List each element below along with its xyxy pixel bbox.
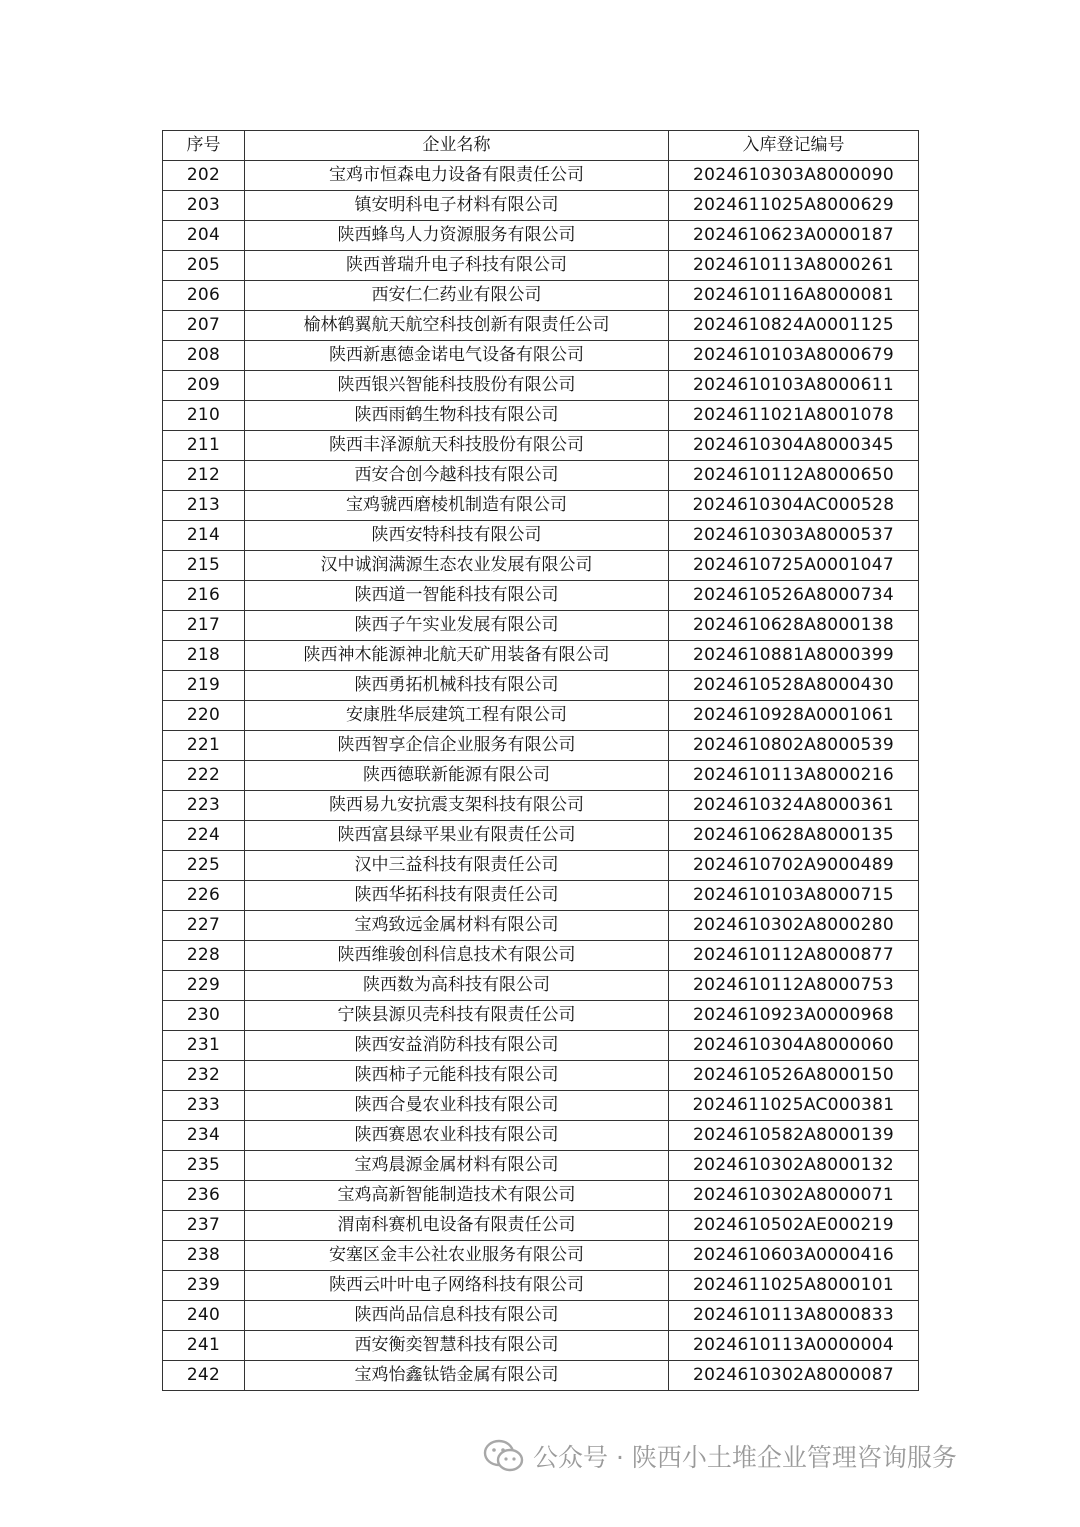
row-registration-code: 2024610302A8000071 (669, 1181, 919, 1211)
row-index: 217 (163, 611, 245, 641)
row-index: 235 (163, 1151, 245, 1181)
row-registration-code: 2024610304A8000060 (669, 1031, 919, 1061)
row-company-name: 陕西蜂鸟人力资源服务有限公司 (245, 221, 669, 251)
row-registration-code: 2024610623A0000187 (669, 221, 919, 251)
row-company-name: 汉中三益科技有限责任公司 (245, 851, 669, 881)
row-index: 242 (163, 1361, 245, 1391)
table-body (163, 161, 919, 1391)
row-company-name: 陕西子午实业发展有限公司 (245, 611, 669, 641)
row-registration-code: 2024610113A0000004 (669, 1331, 919, 1361)
row-index: 241 (163, 1331, 245, 1361)
row-company-name: 陕西易九安抗震支架科技有限公司 (245, 791, 669, 821)
table-row (163, 911, 919, 941)
row-index: 238 (163, 1241, 245, 1271)
row-company-name: 汉中诚润满源生态农业发展有限公司 (245, 551, 669, 581)
row-index: 239 (163, 1271, 245, 1301)
row-company-name: 渭南科赛机电设备有限责任公司 (245, 1211, 669, 1241)
table-row (163, 581, 919, 611)
row-registration-code: 2024610302A8000087 (669, 1361, 919, 1391)
row-index: 206 (163, 281, 245, 311)
row-registration-code: 2024611025A8000101 (669, 1271, 919, 1301)
row-index: 221 (163, 731, 245, 761)
row-index: 223 (163, 791, 245, 821)
row-registration-code: 2024610928A0001061 (669, 701, 919, 731)
row-company-name: 陕西神木能源神北航天矿用装备有限公司 (245, 641, 669, 671)
table-row (163, 1061, 919, 1091)
table-row (163, 341, 919, 371)
table-row (163, 1091, 919, 1121)
header-company-name: 企业名称 (245, 131, 669, 161)
row-company-name: 西安衡奕智慧科技有限公司 (245, 1331, 669, 1361)
row-company-name: 陕西普瑞升电子科技有限公司 (245, 251, 669, 281)
row-company-name: 陕西合曼农业科技有限公司 (245, 1091, 669, 1121)
table-row (163, 1001, 919, 1031)
row-company-name: 宝鸡虢西磨棱机制造有限公司 (245, 491, 669, 521)
row-company-name: 西安仁仁药业有限公司 (245, 281, 669, 311)
table-row (163, 1151, 919, 1181)
row-company-name: 陕西智享企信企业服务有限公司 (245, 731, 669, 761)
row-company-name: 宁陕县源贝壳科技有限责任公司 (245, 1001, 669, 1031)
table-row (163, 551, 919, 581)
row-registration-code: 2024610528A8000430 (669, 671, 919, 701)
row-company-name: 陕西道一智能科技有限公司 (245, 581, 669, 611)
table-row (163, 1271, 919, 1301)
row-index: 208 (163, 341, 245, 371)
row-registration-code: 2024610628A8000135 (669, 821, 919, 851)
table-row (163, 1331, 919, 1361)
watermark (483, 1436, 957, 1476)
row-index: 226 (163, 881, 245, 911)
table-row (163, 641, 919, 671)
row-company-name: 陕西维骏创科信息技术有限公司 (245, 941, 669, 971)
row-registration-code: 2024610113A8000216 (669, 761, 919, 791)
table-row (163, 611, 919, 641)
row-index: 214 (163, 521, 245, 551)
row-company-name: 宝鸡市恒森电力设备有限责任公司 (245, 161, 669, 191)
table-row (163, 191, 919, 221)
row-index: 227 (163, 911, 245, 941)
row-index: 207 (163, 311, 245, 341)
company-registry-table (162, 130, 919, 1391)
row-registration-code: 2024610802A8000539 (669, 731, 919, 761)
row-index: 234 (163, 1121, 245, 1151)
row-registration-code: 2024610302A8000132 (669, 1151, 919, 1181)
table-row (163, 761, 919, 791)
table-row (163, 821, 919, 851)
row-index: 240 (163, 1301, 245, 1331)
table-row (163, 251, 919, 281)
row-company-name: 安康胜华辰建筑工程有限公司 (245, 701, 669, 731)
table-row (163, 221, 919, 251)
table-row (163, 671, 919, 701)
row-registration-code: 2024610603A0000416 (669, 1241, 919, 1271)
row-company-name: 陕西安特科技有限公司 (245, 521, 669, 551)
row-index: 220 (163, 701, 245, 731)
row-registration-code: 2024610923A0000968 (669, 1001, 919, 1031)
table-row (163, 701, 919, 731)
row-company-name: 陕西云叶叶电子网络科技有限公司 (245, 1271, 669, 1301)
row-index: 225 (163, 851, 245, 881)
row-index: 205 (163, 251, 245, 281)
row-registration-code: 2024611025AC000381 (669, 1091, 919, 1121)
row-company-name: 陕西丰泽源航天科技股份有限公司 (245, 431, 669, 461)
row-company-name: 陕西数为高科技有限公司 (245, 971, 669, 1001)
row-index: 233 (163, 1091, 245, 1121)
row-company-name: 陕西新惠德金诺电气设备有限公司 (245, 341, 669, 371)
table-row (163, 941, 919, 971)
row-company-name: 陕西银兴智能科技股份有限公司 (245, 371, 669, 401)
table-row (163, 881, 919, 911)
row-registration-code: 2024610628A8000138 (669, 611, 919, 641)
wechat-official-account-icon (483, 1439, 525, 1473)
row-index: 224 (163, 821, 245, 851)
header-registration-code: 入库登记编号 (669, 131, 919, 161)
row-company-name: 陕西赛恩农业科技有限公司 (245, 1121, 669, 1151)
row-company-name: 宝鸡致远金属材料有限公司 (245, 911, 669, 941)
row-index: 202 (163, 161, 245, 191)
table-row (163, 371, 919, 401)
row-index: 216 (163, 581, 245, 611)
table-row (163, 731, 919, 761)
row-company-name: 西安合创今越科技有限公司 (245, 461, 669, 491)
table-row (163, 1121, 919, 1151)
row-registration-code: 2024610526A8000734 (669, 581, 919, 611)
row-registration-code: 2024610824A0001125 (669, 311, 919, 341)
watermark-text: 公众号 · 陕西小土堆企业管理咨询服务 (533, 1443, 957, 1472)
table-row (163, 431, 919, 461)
row-registration-code: 2024610116A8000081 (669, 281, 919, 311)
row-registration-code: 2024610303A8000537 (669, 521, 919, 551)
table-row (163, 1211, 919, 1241)
row-company-name: 陕西雨鹤生物科技有限公司 (245, 401, 669, 431)
table-row (163, 281, 919, 311)
row-registration-code: 2024610881A8000399 (669, 641, 919, 671)
row-company-name: 陕西柿子元能科技有限公司 (245, 1061, 669, 1091)
row-registration-code: 2024610304A8000345 (669, 431, 919, 461)
row-registration-code: 2024610324A8000361 (669, 791, 919, 821)
row-index: 211 (163, 431, 245, 461)
header-row (163, 131, 919, 161)
row-registration-code: 2024610113A8000261 (669, 251, 919, 281)
row-index: 219 (163, 671, 245, 701)
row-company-name: 镇安明科电子材料有限公司 (245, 191, 669, 221)
row-company-name: 陕西德联新能源有限公司 (245, 761, 669, 791)
row-registration-code: 2024610702A9000489 (669, 851, 919, 881)
row-company-name: 宝鸡晨源金属材料有限公司 (245, 1151, 669, 1181)
row-registration-code: 2024610302A8000280 (669, 911, 919, 941)
row-registration-code: 2024610112A8000753 (669, 971, 919, 1001)
table-row (163, 401, 919, 431)
row-registration-code: 2024610112A8000877 (669, 941, 919, 971)
row-index: 203 (163, 191, 245, 221)
table-header (163, 131, 919, 161)
row-registration-code: 2024610725A0001047 (669, 551, 919, 581)
row-registration-code: 2024610582A8000139 (669, 1121, 919, 1151)
row-index: 215 (163, 551, 245, 581)
table-row (163, 161, 919, 191)
row-registration-code: 2024610112A8000650 (669, 461, 919, 491)
row-registration-code: 2024610502AE000219 (669, 1211, 919, 1241)
row-registration-code: 2024610304AC000528 (669, 491, 919, 521)
row-index: 229 (163, 971, 245, 1001)
row-index: 218 (163, 641, 245, 671)
row-index: 212 (163, 461, 245, 491)
row-registration-code: 2024610103A8000679 (669, 341, 919, 371)
row-registration-code: 2024610103A8000611 (669, 371, 919, 401)
table-row (163, 1241, 919, 1271)
row-index: 232 (163, 1061, 245, 1091)
row-index: 231 (163, 1031, 245, 1061)
table-row (163, 1181, 919, 1211)
row-index: 230 (163, 1001, 245, 1031)
table-row (163, 1361, 919, 1391)
row-registration-code: 2024610103A8000715 (669, 881, 919, 911)
row-index: 209 (163, 371, 245, 401)
row-index: 222 (163, 761, 245, 791)
row-index: 204 (163, 221, 245, 251)
row-company-name: 陕西富县绿平果业有限责任公司 (245, 821, 669, 851)
row-registration-code: 2024611025A8000629 (669, 191, 919, 221)
company-registry-table-container (162, 130, 918, 1391)
table-row (163, 521, 919, 551)
row-registration-code: 2024610303A8000090 (669, 161, 919, 191)
row-company-name: 陕西尚品信息科技有限公司 (245, 1301, 669, 1331)
row-registration-code: 2024611021A8001078 (669, 401, 919, 431)
table-row (163, 311, 919, 341)
table-row (163, 461, 919, 491)
row-index: 237 (163, 1211, 245, 1241)
row-index: 213 (163, 491, 245, 521)
row-company-name: 榆林鹤翼航天航空科技创新有限责任公司 (245, 311, 669, 341)
table-row (163, 971, 919, 1001)
row-company-name: 安塞区金丰公社农业服务有限公司 (245, 1241, 669, 1271)
table-row (163, 851, 919, 881)
row-index: 210 (163, 401, 245, 431)
row-company-name: 宝鸡高新智能制造技术有限公司 (245, 1181, 669, 1211)
row-company-name: 陕西安益消防科技有限公司 (245, 1031, 669, 1061)
row-registration-code: 2024610113A8000833 (669, 1301, 919, 1331)
row-company-name: 陕西勇拓机械科技有限公司 (245, 671, 669, 701)
header-index: 序号 (163, 131, 245, 161)
row-registration-code: 2024610526A8000150 (669, 1061, 919, 1091)
row-company-name: 陕西华拓科技有限责任公司 (245, 881, 669, 911)
row-index: 228 (163, 941, 245, 971)
row-company-name: 宝鸡怡鑫钛锆金属有限公司 (245, 1361, 669, 1391)
table-row (163, 1301, 919, 1331)
table-row (163, 491, 919, 521)
row-index: 236 (163, 1181, 245, 1211)
table-row (163, 1031, 919, 1061)
table-row (163, 791, 919, 821)
